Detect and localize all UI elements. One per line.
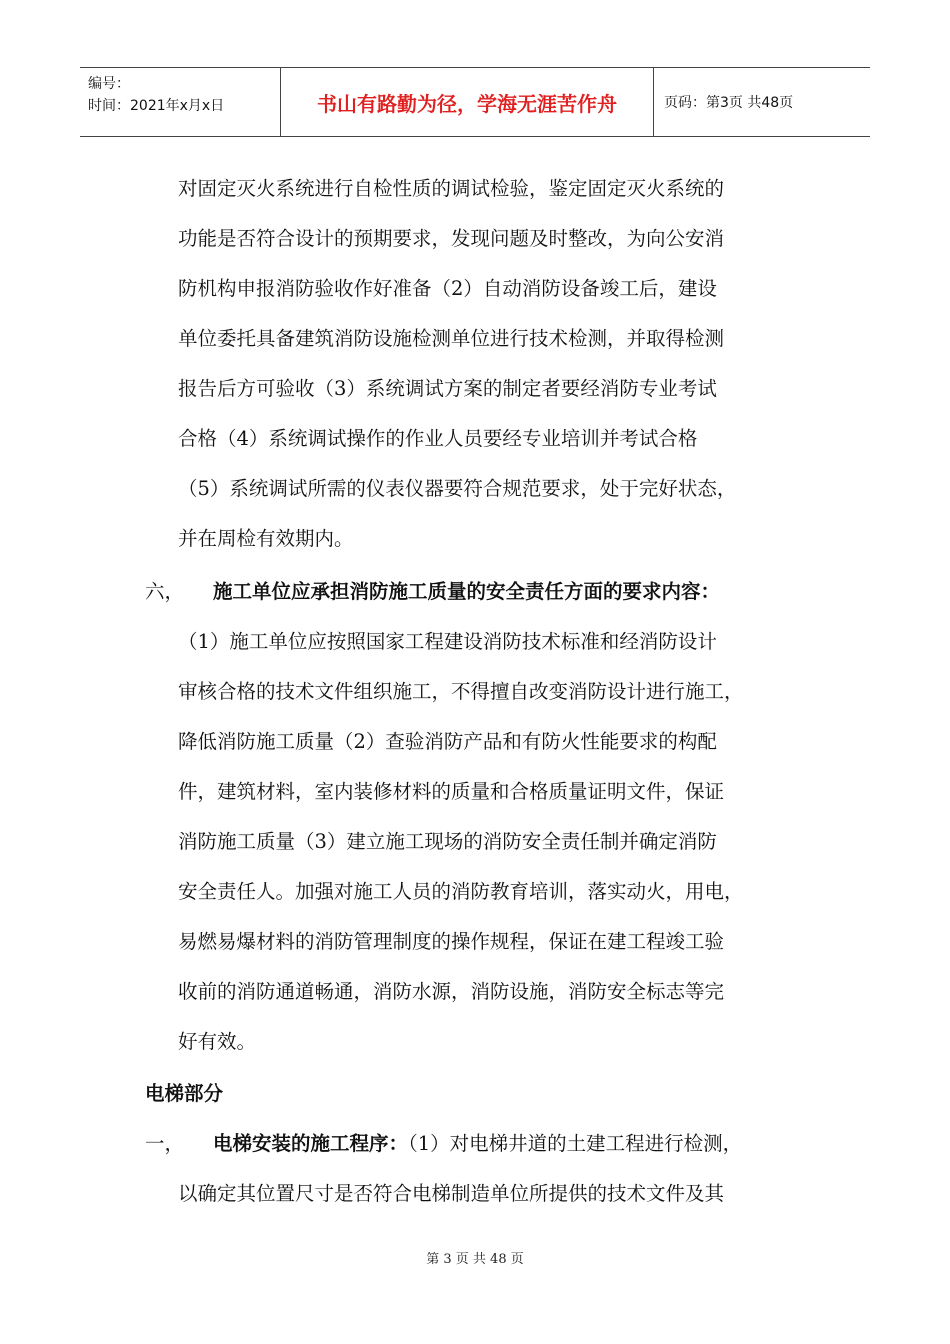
text-line: （1）施工单位应按照国家工程建设消防技术标准和经消防设计 [178,630,717,653]
text-line: 审核合格的技术文件组织施工，不得擅自改变消防设计进行施工， [178,680,744,703]
text-line: 收前的消防通道畅通，消防水源，消防设施，消防安全标志等完 [178,980,725,1003]
text-line: 以确定其位置尺寸是否符合电梯制造单位所提供的技术文件及其 [178,1182,725,1205]
number-label: 编号： [88,76,130,92]
text-line: 单位委托具备建筑消防设施检测单位进行技术检测，并取得检测 [178,327,725,350]
section-heading-text: （1）对电梯井道的土建工程进行检测， [408,1132,743,1155]
header-motto: 书山有路勤为径，学海无涯苦作舟 [281,68,654,136]
date-label: 时间：2021年x月x日 [88,98,225,114]
text-line: 对固定灭火系统进行自检性质的调试检验，鉴定固定灭火系统的 [178,177,725,200]
header-page-info: 页码：第3页 共48页 [664,95,794,111]
page-footer: 第 3 页 共 48 页 [426,1252,524,1267]
text-line: （5）系统调试所需的仪表仪器要符合规范要求，处于完好状态， [178,477,737,500]
text-line: 降低消防施工质量（2）查验消防产品和有防火性能要求的构配 [178,730,717,753]
section-heading: 施工单位应承担消防施工质量的安全责任方面的要求内容： [213,580,721,603]
section-marker: 一， [145,1132,185,1155]
text-line: 报告后方可验收（3）系统调试方案的制定者要经消防专业考试 [178,377,717,400]
text-line: 好有效。 [178,1030,257,1053]
section-heading: 电梯安装的施工程序： [213,1132,409,1155]
text-line: 件，建筑材料，室内装修材料的质量和合格质量证明文件，保证 [178,780,725,803]
text-line: 易燃易爆材料的消防管理制度的操作规程，保证在建工程竣工验 [178,930,725,953]
page-header [80,67,870,137]
text-line: 功能是否符合设计的预期要求，发现问题及时整改，为向公安消 [178,227,725,250]
text-line: 安全责任人。加强对施工人员的消防教育培训，落实动火，用电， [178,880,744,903]
text-line: 消防施工质量（3）建立施工现场的消防安全责任制并确定消防 [178,830,717,853]
text-line: 并在周检有效期内。 [178,527,354,550]
section-title: 电梯部分 [145,1082,224,1105]
text-line: 防机构申报消防验收作好准备（2）自动消防设备竣工后，建设 [178,277,717,300]
section-heading-line [213,1119,742,1169]
section-marker: 六， [145,580,185,603]
header-meta [80,68,281,136]
text-line: 合格（4）系统调试操作的作业人员要经专业培训并考试合格 [178,427,698,450]
